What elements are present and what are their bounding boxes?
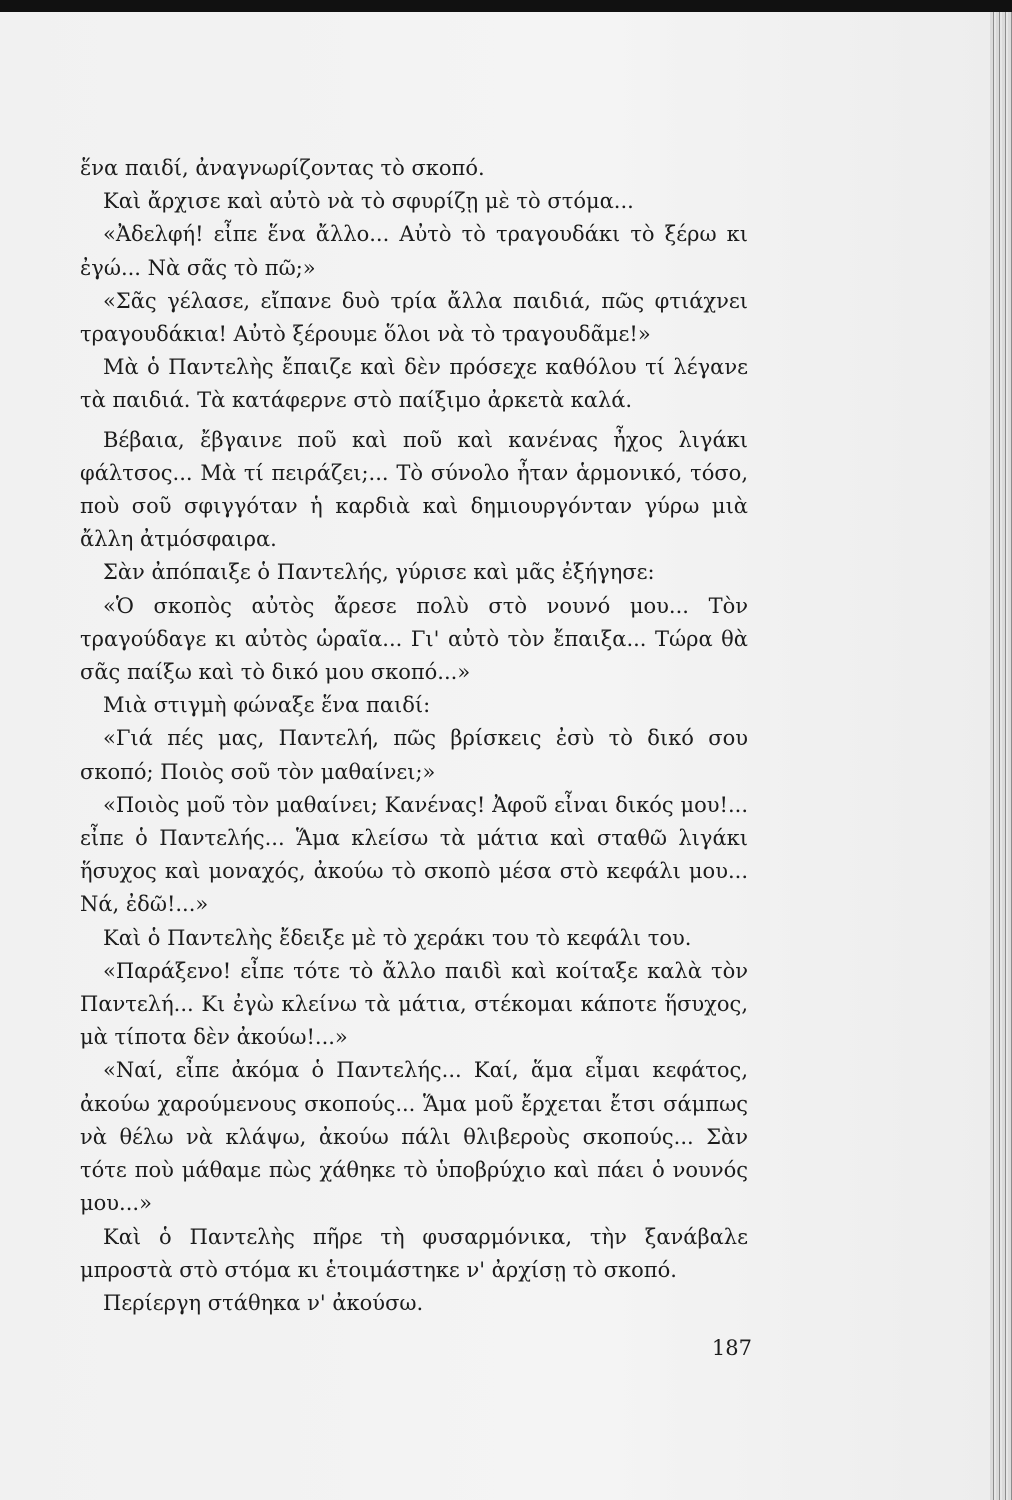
scan-top-border: [0, 0, 1012, 12]
paragraph: «Ὁ σκοπὸς αὐτὸς ἄρεσε πολὺ στὸ νουνό μου... Τὸν τραγούδαγε κι αὐτὸς ὡραῖα... Γι' αὐτὸ τὸν ἔπαιξα... Τώρα θὰ σᾶς παίξω καὶ τὸ δικό μου σκοπό...»: [80, 593, 748, 685]
paragraph: Σὰν ἀπόπαιξε ὁ Παντελής, γύρισε καὶ μᾶς ἐξήγησε:: [103, 560, 655, 585]
paragraph: «Ποιὸς μοῦ τὸν μαθαίνει; Κανένας! Ἀφοῦ εἶναι δικός μου!... εἶπε ὁ Παντελής... Ἅμα κλείσω τὰ μάτια καὶ σταθῶ λιγάκι ἥσυχος καὶ μοναχός, ἀκούω τὸ σκοπὸ μέσα στὸ κεφάλι μου... Νά, ἐδῶ!...»: [80, 792, 748, 917]
paragraph: «Γιά πές μας, Παντελή, πῶς βρίσκεις ἐσὺ τὸ δικό σου σκοπό; Ποιὸς σοῦ τὸν μαθαίνει;»: [80, 726, 748, 784]
book-edge: [990, 12, 1012, 1500]
paragraph: Μιὰ στιγμὴ φώναξε ἕνα παιδί:: [103, 693, 431, 718]
paragraph: ἕνα παιδί, ἀναγνωρίζοντας τὸ σκοπό.: [80, 156, 485, 180]
paragraph: «Παράξενο! εἶπε τότε τὸ ἄλλο παιδὶ καὶ κοίταξε καλὰ τὸν Παντελή... Κι ἐγὼ κλείνω τὰ μάτια, στέκομαι κάποτε ἥσυχος, μὰ τίποτα δὲν ἀκούω!...»: [80, 958, 748, 1050]
paragraph: Μὰ ὁ Παντελὴς ἔπαιζε καὶ δὲν πρόσεχε καθόλου τί λέγανε τὰ παιδιά. Τὰ κατάφερνε στὸ παίξιμο ἀρκετὰ καλά.: [80, 355, 748, 413]
paragraph: «Σᾶς γέλασε, εἴπανε δυὸ τρία ἄλλα παιδιά, πῶς φτιάχνει τραγουδάκια! Αὐτὸ ξέρουμε ὅλοι νὰ τὸ τραγουδᾶμε!»: [80, 288, 748, 347]
paragraph: Βέβαια, ἔβγαινε ποῦ καὶ ποῦ καὶ κανένας ἦχος λιγάκι φάλτσος... Μὰ τί πειράζει;... Τὸ σύνολο ἦταν ἁρμονικό, τόσο, ποὺ σοῦ σφιγγόταν ἡ καρδιὰ καὶ δημιουργόνταν γύρω μιὰ ἄλλη ἀτμόσφαιρα.: [80, 427, 748, 552]
paragraph: «Ναί, εἶπε ἀκόμα ὁ Παντελής... Καί, ἅμα εἶμαι κεφάτος, ἀκούω χαρούμενους σκοπούς... Ἅμα μοῦ ἔρχεται ἔτσι σάμπως νὰ θέλω νὰ κλάψω, ἀκούω πάλι θλιβεροὺς σκοπούς... Σὰν τότε ποὺ μάθαμε πὼς χάθηκε τὸ ὑποβρύχιο καὶ πάει ὁ νουνός μου...»: [80, 1058, 748, 1216]
paragraph: Καὶ ὁ Παντελὴς πῆρε τὴ φυσαρμόνικα, τὴν ξανάβαλε μπροστὰ στὸ στόμα κι ἑτοιμάστηκε ν' ἀρχίσῃ τὸ σκοπό.: [80, 1224, 748, 1282]
paragraph: «Ἀδελφή! εἶπε ἕνα ἄλλο... Αὐτὸ τὸ τραγουδάκι τὸ ξέρω κι ἐγώ... Νὰ σᾶς τὸ πῶ;»: [80, 222, 748, 280]
page-text: [80, 152, 748, 1320]
paragraph: Καὶ ἄρχισε καὶ αὐτὸ νὰ τὸ σφυρίζῃ μὲ τὸ στόμα...: [103, 189, 634, 214]
paragraph: Καὶ ὁ Παντελὴς ἔδειξε μὲ τὸ χεράκι του τὸ κεφάλι του.: [103, 925, 692, 950]
paragraph: Περίεργη στάθηκα ν' ἀκούσω.: [103, 1290, 424, 1315]
page-number: 187: [711, 1336, 752, 1360]
